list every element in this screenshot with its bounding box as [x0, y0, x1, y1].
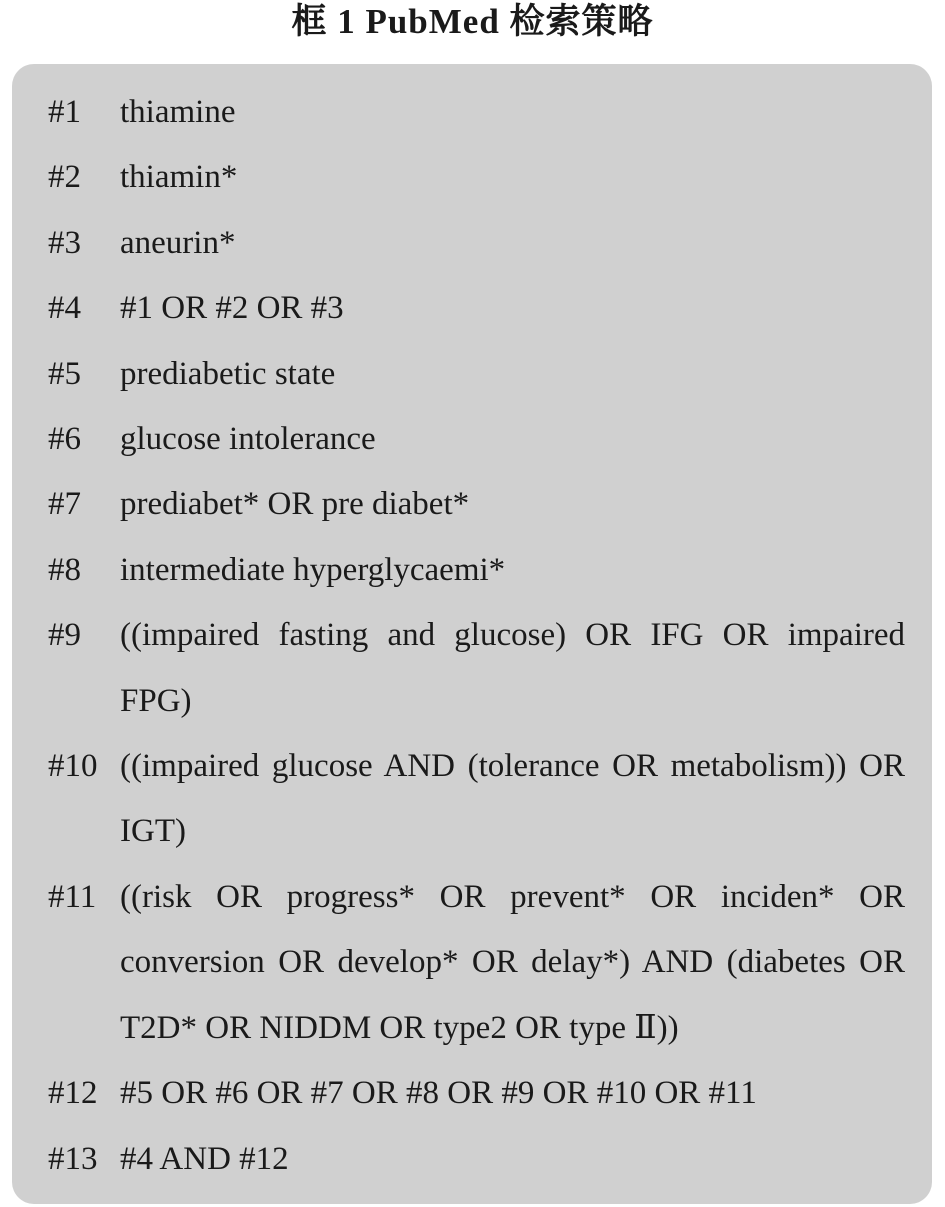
- strategy-row: [0, 145, 945, 210]
- row-query: #4 AND #12: [120, 1140, 289, 1177]
- search-strategy-list: [0, 80, 945, 1192]
- strategy-row: [0, 276, 945, 341]
- strategy-row: [0, 80, 945, 145]
- strategy-row: [0, 407, 945, 472]
- strategy-row: [0, 472, 945, 537]
- box-title: 框 1 PubMed 检索策略: [291, 2, 654, 41]
- row-query: thiamin*: [120, 159, 238, 196]
- row-query: ((risk OR progress* OR prevent* OR inciden* OR conversion OR develop* OR delay*) AND (diabetes OR T2D* OR NIDDM OR type2 OR type Ⅱ)): [120, 878, 905, 1046]
- row-number: #13: [48, 1140, 98, 1177]
- row-number: #4: [48, 290, 81, 327]
- row-number: #10: [48, 748, 98, 785]
- strategy-row: [0, 1127, 945, 1192]
- row-query: intermediate hyperglycaemi*: [120, 551, 506, 588]
- strategy-row: [0, 342, 945, 407]
- row-query: thiamine: [120, 94, 236, 130]
- row-number: #3: [48, 224, 81, 261]
- row-query: prediabetic state: [120, 355, 336, 392]
- row-query: ((impaired fasting and glucose) OR IFG OR impaired FPG): [120, 617, 905, 719]
- row-number: #6: [48, 421, 81, 458]
- strategy-row: [0, 538, 945, 603]
- strategy-row: [0, 1061, 945, 1126]
- row-query: prediabet* OR pre diabet*: [120, 486, 470, 523]
- row-number: #5: [48, 355, 81, 392]
- strategy-row: [0, 211, 945, 276]
- row-number: #9: [48, 617, 81, 654]
- row-number: #12: [48, 1075, 98, 1112]
- row-query: ((impaired glucose AND (tolerance OR metabolism)) OR IGT): [120, 748, 905, 850]
- row-query: aneurin*: [120, 224, 236, 261]
- strategy-row: [0, 865, 945, 1061]
- row-number: #11: [48, 878, 97, 915]
- row-query: glucose intolerance: [120, 421, 376, 458]
- row-number: #1: [48, 94, 81, 130]
- strategy-row: [0, 603, 945, 734]
- row-query: #1 OR #2 OR #3: [120, 290, 344, 327]
- row-number: #2: [48, 159, 81, 196]
- row-query: #5 OR #6 OR #7 OR #8 OR #9 OR #10 OR #11: [120, 1075, 757, 1112]
- strategy-row: [0, 734, 945, 865]
- row-number: #8: [48, 551, 81, 588]
- row-number: #7: [48, 486, 81, 523]
